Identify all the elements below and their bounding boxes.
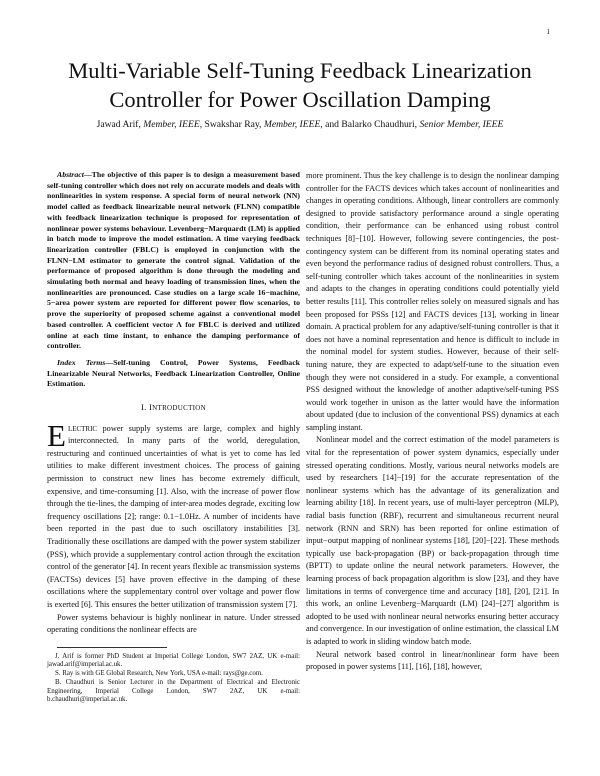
author-name: Swakshar Ray — [204, 119, 260, 130]
left-column — [47, 170, 300, 705]
abstract — [47, 170, 300, 352]
section-heading-introduction: I. INTRODUCTION — [141, 402, 206, 413]
index-terms-label: Index Terms — [57, 357, 106, 367]
right-column — [306, 170, 559, 674]
footnote-rule — [57, 647, 167, 648]
author-name: Jawad Arif — [96, 119, 139, 130]
intro-paragraph-2: Power systems behaviour is highly nonlinear in nature. Under stressed operating conditions the nonlinear effects are — [47, 612, 300, 635]
author-affiliation: Senior Member, IEEE — [419, 119, 504, 130]
intro-paragraph-2-continued: more prominent. Thus the key challenge is to design the nonlinear damping controller for the FACTS devices which takes account of nonlinearities and changes in operating conditions. Although, linear controllers are commonly designed to provide satisfactory performance around a single operating condition, their performance can be enhanced using robust control techniques [8]−[10]. However, following severe contingencies, the post-contingency system can be different from its nominal operating states and even beyond the performance radius of designed robust controllers. Thus, a self-tuning controller which takes account of the nonlinearities in system and adapts to the changes in operating conditions could potentially yield better results [11]. This controller relies solely on measured signals and has been proposed for PSSs [12] and FACTS devices [13], working in linear domain. A practical problem for any adaptive/self-tuning controller is that it does not have a nominal representation and hence is difficult to include in the nominal model for system studies. However, because of their self-tuning nature, they are expected to adapt/self-tune to the situation even though they were not considered in a study. For example, a conventional PSS designed without the knowledge of another adaptive/self-tuning PSS would work together in unison as the latter would have the information about updated (due to inclusion of the conventional PSS) dynamics at each sampling instant. — [306, 171, 559, 432]
index-terms-text: —Self-tuning Control, Power Systems, Feedback Linearizable Neural Networks, Feedback Linearization Controller, Online Estimation. — [47, 357, 300, 389]
footnote-author-2: S. Ray is with GE Global Research, New York, USA e-mail: rays@ge.com. — [55, 670, 263, 678]
abstract-text: —The objective of this paper is to design a measurement based self-tuning controller which does not rely on accurate models and deals with nonlinearities in system response. A special form of neural network (NN) model called as feedback linearizable neural network (FLNN) compatible with feedback linearization technique is proposed for representation of nonlinear power systems behaviour. Levenberg−Marquardt (LM) is applied in batch mode to improve the model estimation. A time varying feedback linearization controller (FBLC) is employed in conjunction with the FLNN−LM estimator to generate the control signal. Validation of the performance of proposed algorithm is done through the modeling and simulating both normal and heavy loading of transmission lines, when the nonlinearities are pronounced. Case studies on a large scale 16−machine, 5−area power system are reported for different power flow scenarios, to prove the superiority of proposed scheme against a conventional model based controller. A coefficient vector Λ for FBLC is derived and utilized online at each time instant, to enhance the damping performance of controller. — [47, 170, 300, 351]
author-name: Balarko Chaudhuri — [341, 119, 415, 130]
intro-paragraph-1: ELECTRIC power supply systems are large, complex and highly interconnected. In many parts of the world, deregulation, restructuring and continued uncertainties of what is yet to come has led utilities to make different investment choices. The process of gaining permission to construct new lines has become extremely difficult, expensive, and time-consuming [1]. Also, with the increase of power flow through the tie-lines, the damping of inter-area modes degrade, exciting low frequency oscillations [2]; range: 0.1−1.0Hz. A number of incidents have been reported in the past due to such oscillatory instabilities [3]. Traditionally these oscillations are damped with the power system stabilizer (PSS), which provide a supplementary control action through the excitation control of the generator [4]. In recent years flexible ac transmission systems (FACTSs) devices [5] have proven effective in the damping of these oscillations where the supplementary control over voltage and power flow is exerted [6]. This ensures the better utilization of transmission system [7]. — [47, 417, 300, 609]
intro-paragraph-4: Neural network based control in linear/nonlinear form have been proposed in power systems [11], [16], [18], however, — [306, 649, 559, 672]
first-word: LECTRIC — [67, 424, 98, 433]
page-number: 1 — [546, 28, 550, 36]
author-affiliation: Member, IEEE — [263, 119, 321, 130]
index-terms — [47, 358, 300, 390]
footnote-author-3: B. Chaudhuri is Senior Lecturer in the Department of Electrical and Electronic Engineering, Imperial College London, SW7 2AZ, UK e-mail: b.chaudhuri@imperial.ac.uk. — [47, 678, 300, 704]
author-affiliation: Member, IEEE — [143, 119, 200, 130]
author-line: Jawad Arif, Member, IEEE, Swakshar Ray, Member, IEEE, and Balarko Chaudhuri, Senior Member, IEEE — [96, 119, 504, 130]
intro-paragraph-3: Nonlinear model and the correct estimation of the model parameters is vital for the representation of power system dynamics, especially under stressed operating conditions. Mostly, various neural networks models are used by researchers [14]−[19] for the accurate representation of the nonlinear systems which has the advantage of its generalization and learning ability [18]. In recent years, use of multi-layer perceptron (MLP), radial basis function (RBF), recurrent and simultaneous recurrent neural network (RNN and SRN) has been reported for online estimation of input−output mapping of nonlinear systems [18], [20]−[22]. These methods typically use back-propagation (BP) or back-propagation through time (BPTT) to update online the neural network parameters. However, the learning process of back propagation algorithm is slow [23], and they have limitations in terms of convergence time and accuracy [18], [20], [21]. In this work, an online Levenberg−Marquardt (LM) [24]−[27] algorithm is adopted to be used with nonlinear neural networks ensuring better accuracy and convergence. In our investigation of online estimation, the classical LM is adapted to work in sliding window batch mode. — [306, 435, 559, 646]
drop-cap: E — [47, 417, 66, 453]
paper-title: Multi-Variable Self-Tuning Feedback Linearization Controller for Power Oscillation Damping — [68, 58, 532, 112]
abstract-label: Abstract — [57, 170, 84, 179]
footnote-author-1: J. Arif is former PhD Student at Imperial College London, SW7 2AZ, UK e-mail: jawad.arif@imperial.ac.uk. — [47, 652, 300, 669]
